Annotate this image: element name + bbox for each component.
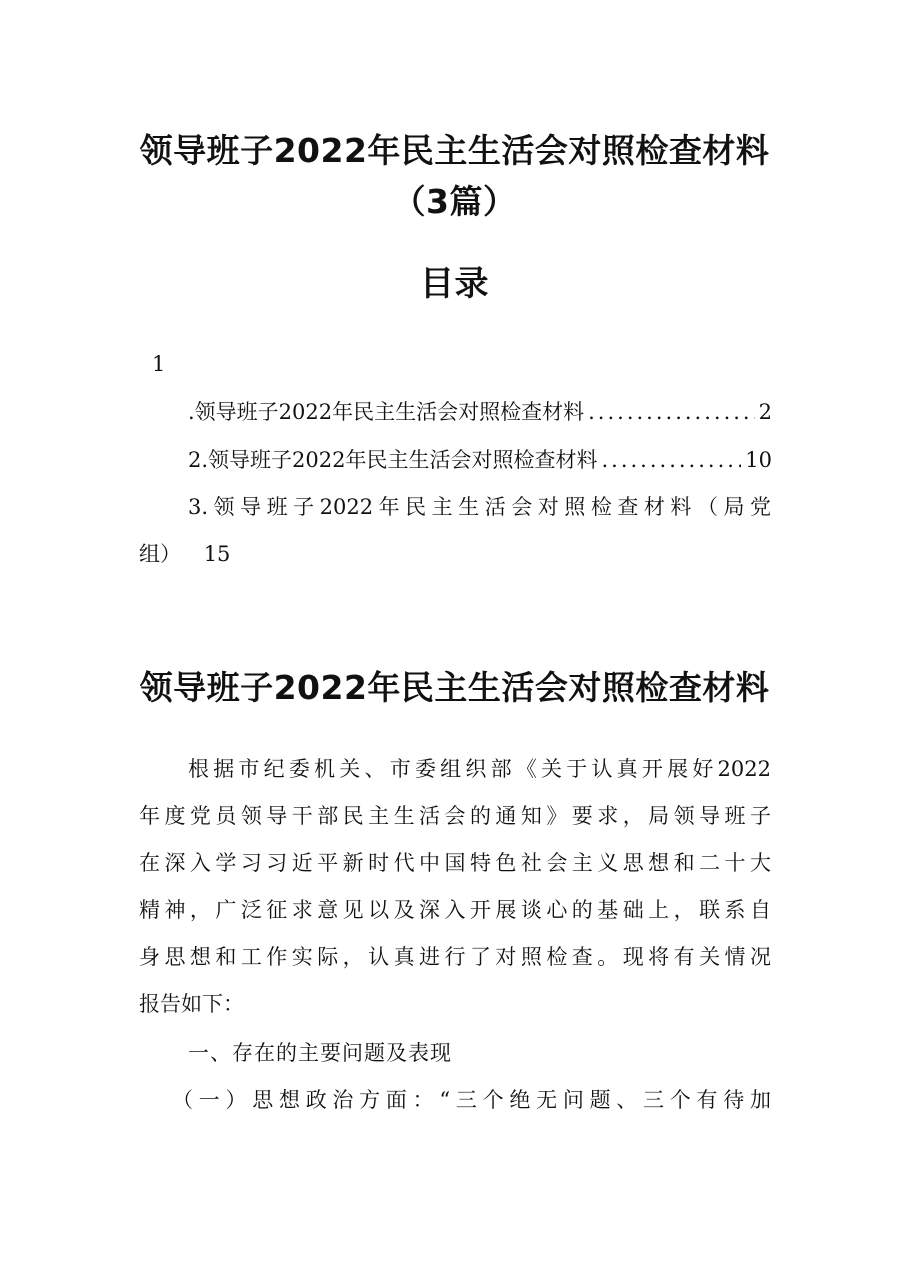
toc-entry-page: 10 — [745, 448, 772, 472]
toc-entry-3-line-1[interactable]: 3.领导班子2022年民主生活会对照检查材料（局党 — [188, 495, 771, 519]
toc-entry-page: 15 — [203, 542, 231, 566]
toc-entry-3-line-2[interactable] — [139, 538, 230, 568]
paragraph-line: 精神，广泛征求意见以及深入开展谈心的基础上，联系自 — [139, 898, 771, 922]
toc-entry-label: .领导班子2022年民主生活会对照检查材料 — [188, 400, 585, 424]
toc-entry-2[interactable] — [188, 444, 772, 474]
toc-heading: 目录 — [420, 264, 489, 304]
toc-entry-1[interactable] — [188, 396, 772, 426]
subsection-heading-1: （一）思想政治方面：“三个绝无问题、三个有待加 — [172, 1088, 771, 1112]
paragraph-line: 年度党员领导干部民主生活会的通知》要求，局领导班子 — [139, 804, 771, 828]
paragraph-line: 身思想和工作实际，认真进行了对照检查。现将有关情况 — [139, 945, 771, 969]
toc-leader-dots — [588, 400, 755, 424]
toc-entry-label: 2.领导班子2022年民主生活会对照检查材料 — [188, 448, 598, 472]
document-title-line-2: （3篇） — [392, 182, 517, 221]
toc-entry-label: 组） — [139, 542, 181, 566]
paragraph-line: 在深入学习习近平新时代中国特色社会主义思想和二十大 — [139, 851, 771, 875]
paragraph-line: 根据市纪委机关、市委组织部《关于认真开展好2022 — [188, 757, 771, 781]
document-title-line-1: 领导班子2022年民主生活会对照检查材料 — [139, 131, 770, 170]
section-heading-1: 一、存在的主要问题及表现 — [188, 1041, 452, 1065]
section-title: 领导班子2022年民主生活会对照检查材料 — [139, 668, 770, 707]
paragraph-line: 报告如下： — [139, 992, 244, 1016]
toc-entry-page: 2 — [758, 400, 772, 424]
toc-stray-number: 1 — [152, 352, 166, 376]
toc-leader-dots — [601, 448, 741, 472]
